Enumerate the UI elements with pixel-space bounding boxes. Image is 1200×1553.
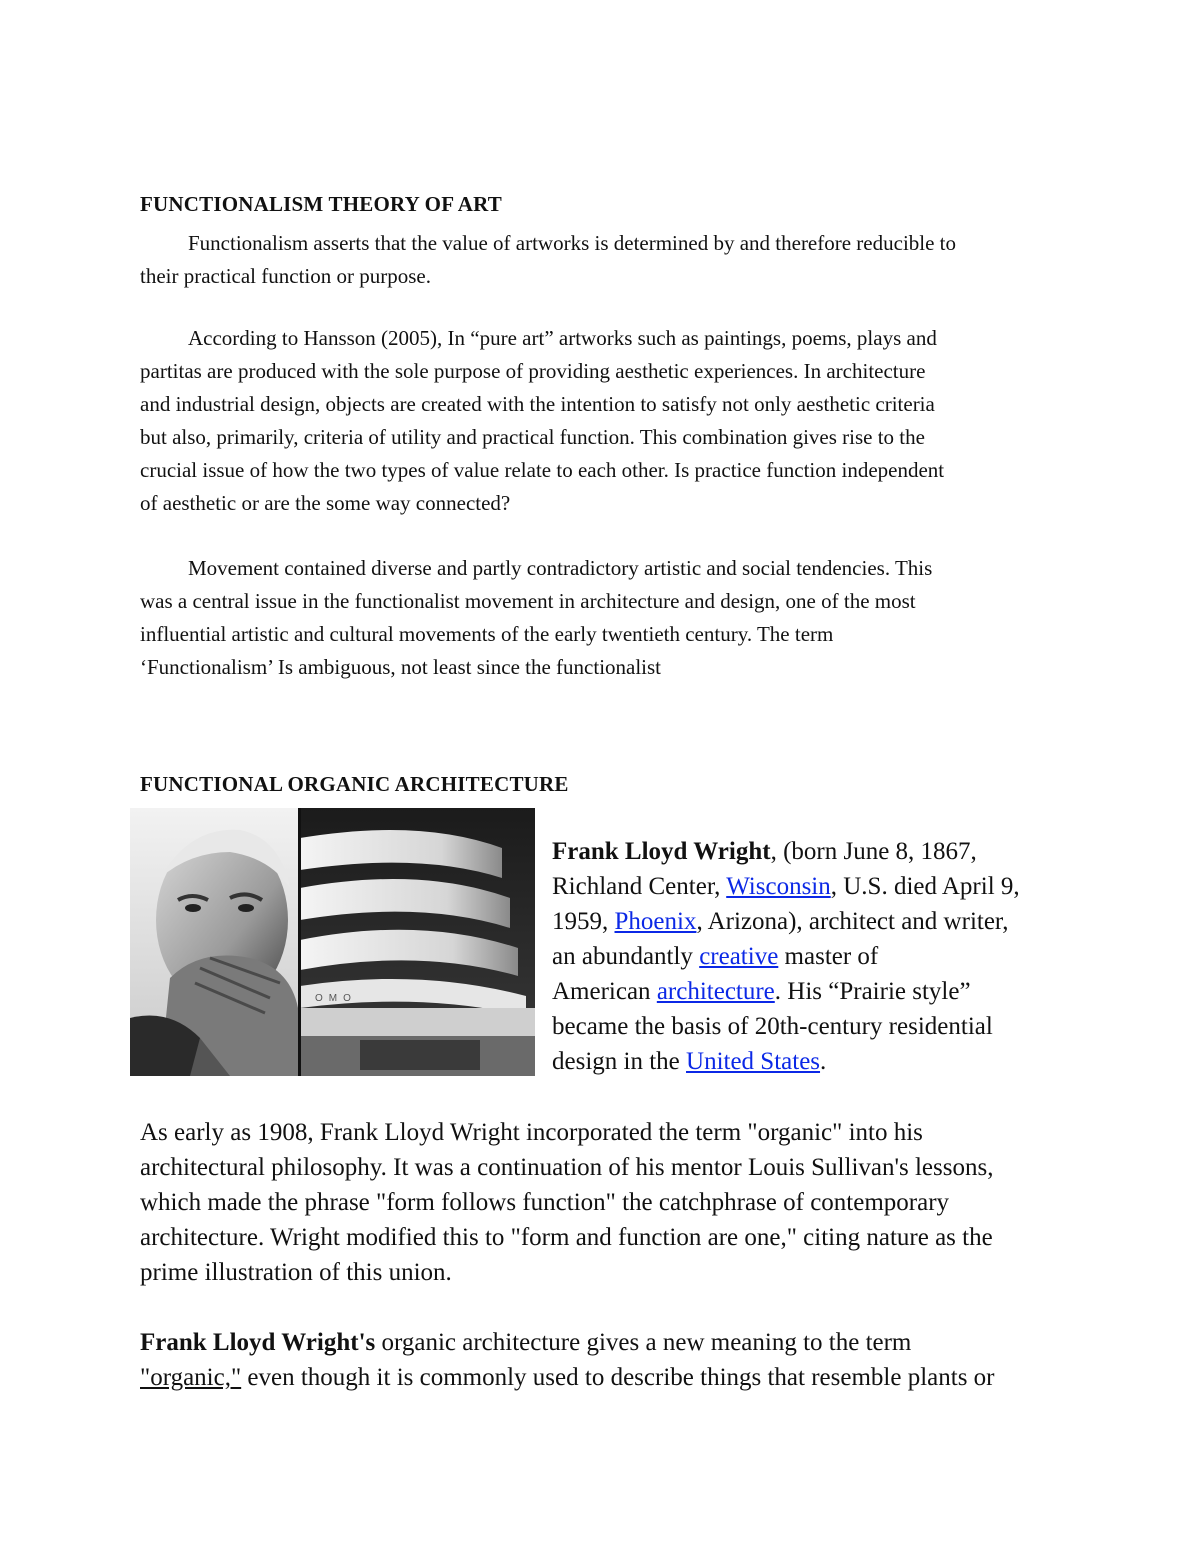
paragraph-organic-1908: As early as 1908, Frank Lloyd Wright incorporated the term "organic" into his architectural philosophy. It was a continuation of his mentor Louis Sullivan's lessons, which made the phrase "form follows function" the catchphrase of contemporary architecture. Wright modified this to "form and function are one," citing nature as the prime illustration of this union.: [140, 1119, 994, 1286]
wright-name: Frank Lloyd Wright: [552, 838, 771, 865]
link-wisconsin[interactable]: Wisconsin: [726, 873, 831, 900]
section-heading-functionalism: FUNCTIONALISM THEORY OF ART: [140, 192, 502, 216]
link-united-states[interactable]: United States: [686, 1048, 821, 1075]
wright-guggenheim-photo: [130, 808, 535, 1076]
organic-term: "organic,": [140, 1364, 242, 1391]
wright-bio-caption: Frank Lloyd Wright, (born June 8, 1867, Richland Center, Wisconsin, U.S. died April 9, 1959, Phoenix, Arizona), architect and writer, an abundantly creative master of American architecture. His “Prairie style” became the basis of 20th-century residential design in the United States.: [552, 838, 1020, 1075]
paragraph-movement: Movement contained diverse and partly contradictory artistic and social tendencies. This was a central issue in the functionalist movement in architecture and design, one of the most influential artistic and cultural movements of the early twentieth century. The term ‘Functionalism’ Is ambiguous, not least since the functionalist: [140, 556, 933, 679]
paragraph-hansson: According to Hansson (2005), In “pure art” artworks such as paintings, poems, plays and partitas are produced with the sole purpose of providing aesthetic experiences. In architecture and industrial design, objects are created with the intention to satisfy not only aesthetic criteria but also, primarily, criteria of utility and practical function. This combination gives rise to the crucial issue of how the two types of value relate to each other. Is practice function independent of aesthetic or are the some way connected?: [140, 326, 945, 515]
link-architecture[interactable]: architecture: [656, 978, 775, 1005]
paragraph-organic-meaning: Frank Lloyd Wright's organic architecture gives a new meaning to the term "organic," even though it is commonly used to describe things that resemble plants or: [140, 1329, 995, 1391]
section-heading-organic-architecture: FUNCTIONAL ORGANIC ARCHITECTURE: [140, 772, 569, 796]
link-creative[interactable]: creative: [699, 943, 779, 970]
building-sign: OMO: [315, 993, 357, 1004]
paragraph-functionalism-definition: Functionalism asserts that the value of artworks is determined by and therefore reducible to their practical function or purpose.: [140, 231, 957, 288]
link-phoenix[interactable]: Phoenix: [614, 908, 697, 935]
